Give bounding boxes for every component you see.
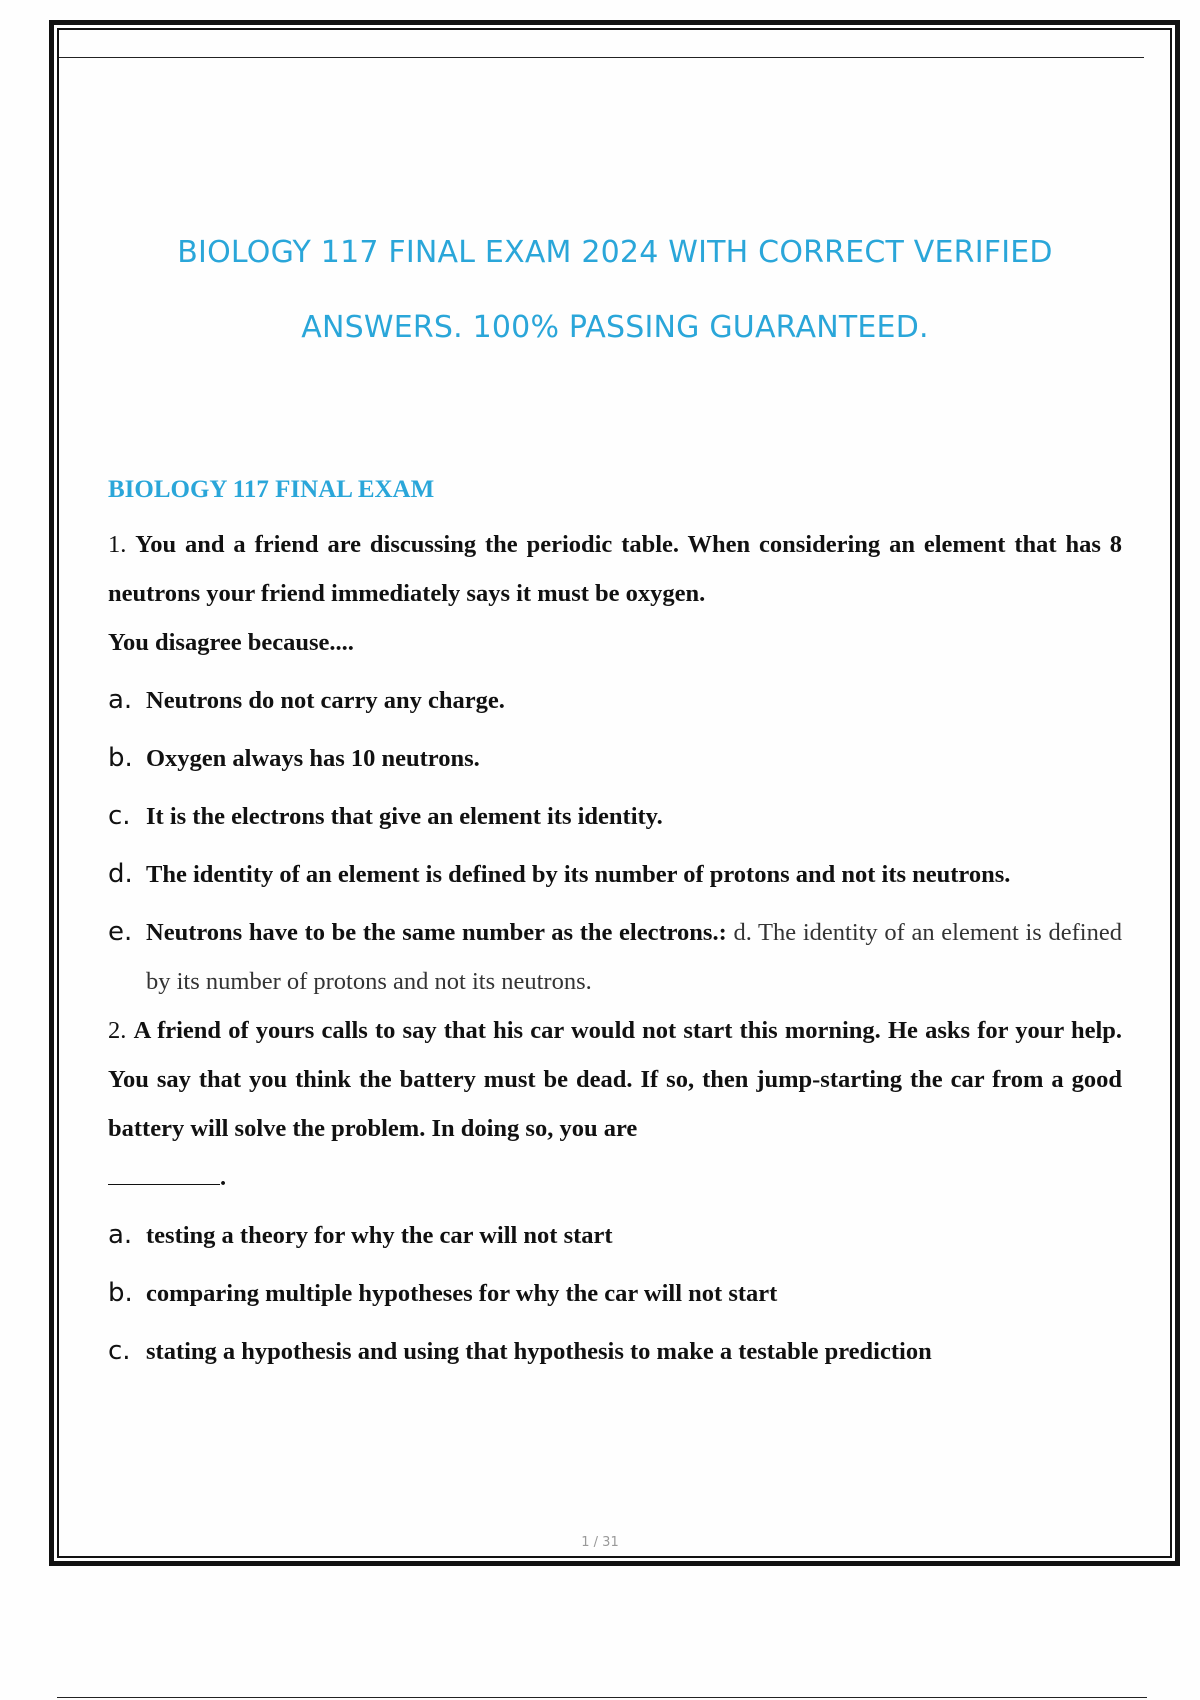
option-text: Neutrons do not carry any charge. xyxy=(146,687,505,714)
option-2c xyxy=(108,1327,1122,1376)
question-text: You and a friend are discussing the periodic table. When considering an element that has 8 neutrons your friend immediately says it must be oxygen. xyxy=(108,531,1123,607)
answer-blank xyxy=(108,1164,220,1185)
option-text: testing a theory for why the car will not start xyxy=(146,1222,613,1249)
correct-answer: d. The identity of an element is defined by its number of protons and not its neutrons. xyxy=(146,919,1122,995)
footer-rule xyxy=(57,1697,1147,1698)
option-text: It is the electrons that give an element its identity. xyxy=(146,803,663,830)
option-letter: a. xyxy=(108,1220,133,1250)
question-text: A friend of yours calls to say that his car would not start this morning. He asks for your help. You say that you think the battery must be dead. If so, then jump-starting the car from a good battery will solve the problem. In doing so, you are xyxy=(108,1017,1123,1142)
question-number: 2. xyxy=(108,1017,127,1044)
option-text: The identity of an element is defined by its number of protons and not its neutrons. xyxy=(146,861,1011,888)
question-1-subtext xyxy=(108,618,1122,667)
option-text: Oxygen always has 10 neutrons. xyxy=(146,745,480,772)
option-letter: b. xyxy=(108,743,133,773)
option-text: stating a hypothesis and using that hypothesis to make a testable prediction xyxy=(146,1338,932,1365)
page-number: 1 / 31 xyxy=(581,1535,619,1550)
option-letter: a. xyxy=(108,685,133,715)
question-subtext: You disagree because.... xyxy=(108,629,354,656)
option-letter: b. xyxy=(108,1278,133,1308)
option-1c xyxy=(108,792,1122,841)
option-letter: c. xyxy=(108,1336,131,1366)
option-1b xyxy=(108,734,1122,783)
option-2a xyxy=(108,1211,1122,1260)
blank-suffix: . xyxy=(220,1164,227,1191)
question-number: 1. xyxy=(108,531,127,558)
option-letter: e. xyxy=(108,917,133,947)
option-text xyxy=(146,908,1122,1006)
section-heading: BIOLOGY 117 FINAL EXAM xyxy=(108,476,435,503)
option-text: comparing multiple hypotheses for why the car will not start xyxy=(146,1280,778,1307)
question-1 xyxy=(108,520,1122,618)
option-1e xyxy=(108,908,1122,1006)
question-2-blank xyxy=(108,1153,1122,1202)
option-2b xyxy=(108,1269,1122,1318)
exam-content xyxy=(108,470,1122,1376)
option-text-bold: Neutrons have to be the same number as the electrons.: xyxy=(146,919,727,946)
option-letter: c. xyxy=(108,801,131,831)
document-title-line-2: ANSWERS. 100% PASSING GUARANTEED. xyxy=(301,310,929,345)
option-letter: d. xyxy=(108,859,133,889)
header-rule xyxy=(59,57,1144,58)
question-2 xyxy=(108,1006,1122,1153)
option-1d xyxy=(108,850,1122,899)
option-1a xyxy=(108,676,1122,725)
document-title-line-1: BIOLOGY 117 FINAL EXAM 2024 WITH CORRECT VERIFIED xyxy=(177,235,1053,270)
document-title xyxy=(100,215,1130,365)
